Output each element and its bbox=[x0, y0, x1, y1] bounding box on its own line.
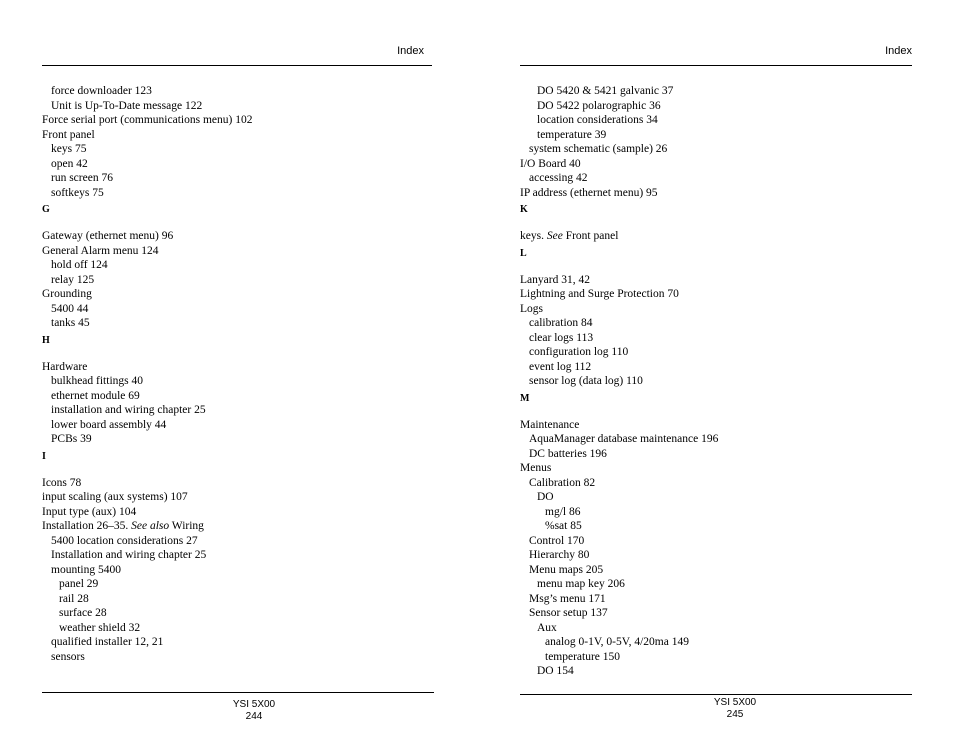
index-entry: Installation and wiring chapter 25 bbox=[51, 549, 207, 561]
index-entry: input scaling (aux systems) 107 bbox=[42, 491, 188, 503]
page-footer bbox=[42, 699, 466, 723]
index-entry: sensors bbox=[51, 650, 85, 663]
index-entry: Control 170 bbox=[529, 534, 585, 547]
index-entry: I/O Board 40 bbox=[520, 157, 581, 170]
index-entry: relay 125 bbox=[51, 273, 95, 286]
index-entry: DO bbox=[537, 491, 554, 503]
section-letter-g: G bbox=[42, 204, 50, 215]
index-entry: calibration 84 bbox=[529, 317, 593, 329]
index-entry: DO 5422 polarographic 36 bbox=[537, 99, 661, 112]
index-entry: temperature 39 bbox=[537, 128, 607, 141]
index-entry: bulkhead fittings 40 bbox=[51, 375, 143, 387]
index-entry: menu map key 206 bbox=[537, 578, 625, 590]
running-header: Index bbox=[885, 45, 912, 57]
index-entry: General Alarm menu 124 bbox=[42, 244, 159, 257]
index-entry: Grounding bbox=[42, 288, 92, 300]
index-entry: Hierarchy 80 bbox=[529, 549, 590, 561]
index-entry bbox=[520, 229, 912, 244]
index-entry: softkeys 75 bbox=[51, 186, 104, 199]
running-header: Index bbox=[397, 45, 424, 57]
footer-rule bbox=[42, 692, 434, 693]
entry-text: Wiring bbox=[169, 520, 204, 532]
index-entry: surface 28 bbox=[59, 607, 107, 619]
section-letter-h: H bbox=[42, 334, 50, 346]
index-entry: Front panel bbox=[42, 128, 95, 141]
index-entry: Lanyard 31, 42 bbox=[520, 273, 590, 286]
index-entry: 5400 44 bbox=[51, 302, 89, 315]
index-entry: open 42 bbox=[51, 157, 88, 170]
index-entry: Sensor setup 137 bbox=[529, 607, 608, 619]
index-entry: PCBs 39 bbox=[51, 433, 92, 445]
page-number: 245 bbox=[726, 709, 744, 720]
section-letter-k: K bbox=[520, 204, 528, 215]
index-entry: mounting 5400 bbox=[51, 563, 121, 576]
footer-title: YSI 5X00 bbox=[232, 699, 276, 710]
index-entry: rail 28 bbox=[59, 592, 89, 605]
header-rule bbox=[520, 65, 912, 66]
index-entry: analog 0-1V, 0-5V, 4/20ma 149 bbox=[545, 636, 689, 648]
section-letter-i: I bbox=[42, 450, 46, 462]
index-entry: run screen 76 bbox=[51, 172, 113, 184]
index-entry: Unit is Up-To-Date message 122 bbox=[51, 99, 203, 112]
footer-title: YSI 5X00 bbox=[713, 697, 757, 708]
index-entry bbox=[42, 519, 434, 534]
section-letter-l: L bbox=[520, 247, 527, 259]
index-entry: temperature 150 bbox=[545, 650, 621, 663]
index-entry: panel 29 bbox=[59, 578, 99, 590]
see-also-ref: See also bbox=[131, 520, 170, 532]
index-column bbox=[520, 84, 912, 679]
index-entry: sensor log (data log) 110 bbox=[529, 375, 643, 387]
index-entry: DO 5420 & 5421 galvanic 37 bbox=[537, 85, 674, 97]
entry-text: Front panel bbox=[562, 230, 619, 242]
index-entry: Msg’s menu 171 bbox=[529, 592, 606, 605]
index-entry: Calibration 82 bbox=[529, 476, 596, 489]
index-entry: Hardware bbox=[42, 360, 88, 373]
entry-text: Installation 26–35. bbox=[42, 520, 132, 532]
footer-rule bbox=[520, 694, 912, 695]
see-ref: See bbox=[546, 230, 563, 242]
index-entry: mg/l 86 bbox=[545, 505, 581, 518]
index-entry: clear logs 113 bbox=[529, 331, 594, 344]
section-letter-m: M bbox=[520, 392, 530, 404]
index-entry: location considerations 34 bbox=[537, 114, 658, 126]
index-entry: configuration log 110 bbox=[529, 346, 629, 358]
index-entry: DO 154 bbox=[537, 665, 574, 677]
entry-text: keys. bbox=[520, 230, 547, 242]
index-entry: Input type (aux) 104 bbox=[42, 505, 137, 518]
index-entry: Lightning and Surge Protection 70 bbox=[520, 288, 679, 300]
left-page bbox=[42, 0, 434, 738]
page-number: 244 bbox=[245, 711, 263, 722]
index-entry: IP address (ethernet menu) 95 bbox=[520, 186, 658, 199]
index-entry: installation and wiring chapter 25 bbox=[51, 404, 206, 416]
index-entry: Gateway (ethernet menu) 96 bbox=[42, 230, 174, 242]
page-footer bbox=[520, 697, 950, 721]
index-column bbox=[42, 84, 434, 664]
index-entry: %sat 85 bbox=[545, 520, 582, 532]
index-entry: Menus bbox=[520, 462, 552, 474]
index-entry: system schematic (sample) 26 bbox=[529, 143, 668, 155]
index-entry: lower board assembly 44 bbox=[51, 418, 167, 431]
right-page bbox=[520, 0, 912, 738]
index-entry: Icons 78 bbox=[42, 476, 82, 489]
index-entry: Force serial port (communications menu) 102 bbox=[42, 114, 253, 126]
index-entry: Logs bbox=[520, 302, 543, 315]
index-entry: DC batteries 196 bbox=[529, 447, 607, 460]
index-entry: hold off 124 bbox=[51, 259, 108, 271]
index-entry: ethernet module 69 bbox=[51, 389, 140, 402]
header-rule bbox=[42, 65, 432, 66]
index-entry: force downloader 123 bbox=[51, 85, 152, 97]
index-entry: AquaManager database maintenance 196 bbox=[529, 433, 719, 445]
index-entry: qualified installer 12, 21 bbox=[51, 636, 164, 648]
index-entry: tanks 45 bbox=[51, 317, 90, 329]
index-entry: event log 112 bbox=[529, 360, 592, 373]
index-entry: accessing 42 bbox=[529, 172, 588, 184]
index-entry: weather shield 32 bbox=[59, 621, 141, 634]
index-entry: keys 75 bbox=[51, 143, 87, 155]
index-entry: Menu maps 205 bbox=[529, 563, 604, 576]
index-entry: Maintenance bbox=[520, 418, 580, 431]
index-entry: 5400 location considerations 27 bbox=[51, 534, 198, 547]
index-entry: Aux bbox=[537, 621, 557, 634]
